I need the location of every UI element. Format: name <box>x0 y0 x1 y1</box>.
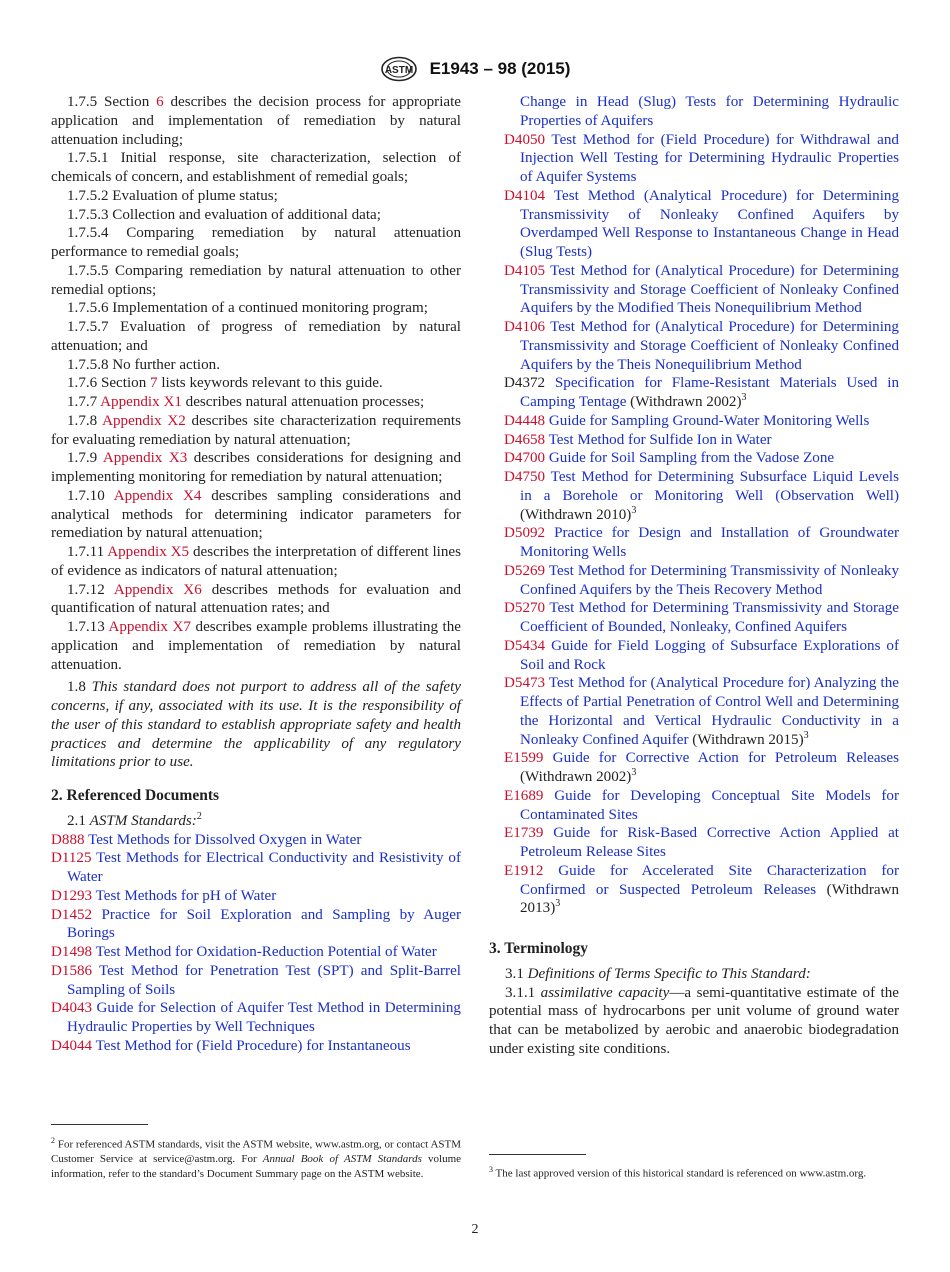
reference-code-link[interactable]: D4105 <box>504 262 546 279</box>
withdrawn-note: (Withdrawn 2002) <box>520 769 632 785</box>
reference-code-link[interactable]: D4658 <box>504 431 546 448</box>
reference-code-link[interactable]: D1498 <box>51 944 93 960</box>
withdrawn-note: (Withdrawn 2015) <box>688 731 804 748</box>
reference-d4105 <box>489 262 899 318</box>
reference-d4043 <box>51 999 461 1037</box>
reference-code-link[interactable]: D5269 <box>504 562 546 579</box>
para-1-7-8: 1.7.8 Appendix X2 describes site characterization requirements for evaluating remediation by natural attenuation; <box>51 412 462 448</box>
reference-code-link[interactable]: D4106 <box>504 319 546 335</box>
reference-code-link[interactable]: D1125 <box>51 850 92 867</box>
reference-d4044 <box>51 1037 461 1056</box>
reference-code-link[interactable]: D1586 <box>51 962 93 979</box>
reference-code-link[interactable]: D4372 <box>504 375 546 392</box>
reference-d5269 <box>489 562 899 600</box>
reference-title-link[interactable]: Test Method for (Field Procedure) for Instantaneous <box>95 1037 411 1054</box>
para-1-7-5-2: 1.7.5.2 Evaluation of plume status; <box>67 187 278 204</box>
para-1-7-5-7: 1.7.5.7 Evaluation of progress of remediation by natural attenuation; and <box>51 319 461 354</box>
footnote-rule-left <box>51 1124 148 1125</box>
para-3-1: 3.1 Definitions of Terms Specific to This Standard: <box>505 965 811 982</box>
reference-code-link[interactable]: E1599 <box>504 750 544 767</box>
reference-title-link[interactable]: Test Method for (Analytical Procedure for) Analyzing the Effects of Partial Penetration of Control Well and Determining the Horizontal and Vertical Hydraulic Conductivity in a Nonleaky Confined Aquifer <box>520 675 899 748</box>
para-1-7-10: 1.7.10 Appendix X4 describes sampling considerations and analytical methods for determining indicator parameters for remediation by natural attenuation; <box>51 487 462 542</box>
withdrawn-note: (Withdrawn 2002) <box>626 394 742 410</box>
reference-code-link[interactable]: D5270 <box>504 600 546 617</box>
page-header <box>0 56 950 82</box>
right-column <box>489 93 899 1059</box>
reference-title-link[interactable]: Test Method for (Field Procedure) for Withdrawal and Injection Well Testing for Determining Hydraulic Properties of Aquifer Systems <box>520 131 899 185</box>
reference-title-link[interactable]: Test Methods for Dissolved Oxygen in Water <box>88 831 362 848</box>
reference-d4106 <box>489 318 899 374</box>
footnote-marker: 3 <box>803 729 809 741</box>
reference-code-link[interactable]: E1739 <box>504 825 544 842</box>
footnote-marker: 3 <box>631 766 637 778</box>
reference-code-link[interactable]: D888 <box>51 831 85 848</box>
para-3-1-1: 3.1.1 assimilative capacity—a semi-quantitative estimate of the potential mass of hydrocarbons per unit volume of ground water that can be metabolized by aerobic and anaerobic biodegradation under existing site conditions. <box>489 984 899 1057</box>
page-number: 2 <box>471 1222 479 1237</box>
reference-e1739 <box>489 824 899 862</box>
reference-title-link[interactable]: Practice for Design and Installation of Groundwater Monitoring Wells <box>520 525 900 560</box>
reference-title-link[interactable]: Test Method for (Analytical Procedure) for Determining Transmissivity and Storage Coefficient of Nonleaky Confined Aquifers by the Modified Theis Nonequilibrium Method <box>520 262 899 317</box>
reference-d1125 <box>51 849 461 887</box>
reference-d4658 <box>489 431 899 450</box>
reference-title-link[interactable]: Test Method for Oxidation-Reduction Potential of Water <box>95 944 437 960</box>
para-1-7-5-5: 1.7.5.5 Comparing remediation by natural attenuation to other remedial options; <box>51 262 461 298</box>
reference-code-link[interactable]: D5434 <box>504 637 546 654</box>
reference-d5434 <box>489 637 899 675</box>
appendix-x2-link[interactable]: Appendix X2 <box>102 412 186 429</box>
reference-d5092 <box>489 524 899 562</box>
reference-title-link[interactable]: Guide for Selection of Aquifer Test Method in Determining Hydraulic Properties by Well Techniques <box>67 1000 461 1035</box>
reference-title-link[interactable]: Test Methods for Electrical Conductivity and Resistivity of Water <box>67 850 461 885</box>
para-1-7-5-8: 1.7.5.8 No further action. <box>67 356 220 373</box>
reference-title-link[interactable]: Guide for Risk-Based Corrective Action Applied at Petroleum Release Sites <box>520 825 899 860</box>
para-1-7-7: 1.7.7 Appendix X1 describes natural attenuation processes; <box>67 394 425 410</box>
reference-code-link[interactable]: E1689 <box>504 787 544 804</box>
para-1-7-11: 1.7.11 Appendix X5 describes the interpretation of different lines of evidence as indicators of natural attenuation; <box>51 544 461 579</box>
reference-title-link[interactable]: Test Method for Penetration Test (SPT) and Split-Barrel Sampling of Soils <box>67 962 461 998</box>
footnote-marker: 3 <box>631 504 637 516</box>
para-1-7-5: 1.7.5 Section 6 describes the decision process for appropriate application and implementation of remediation by natural attenuation including; <box>51 94 461 148</box>
reference-title-link[interactable]: Test Methods for pH of Water <box>95 887 277 904</box>
reference-d4448 <box>489 412 899 431</box>
reference-code-link[interactable]: D4044 <box>51 1037 93 1054</box>
reference-title-link[interactable]: Guide for Soil Sampling from the Vadose Zone <box>548 450 835 467</box>
reference-title-link[interactable]: Specification for Flame-Resistant Materials Used in Camping Tentage <box>520 375 899 410</box>
reference-d1586 <box>51 962 461 1000</box>
appendix-x6-link[interactable]: Appendix X6 <box>113 581 202 598</box>
svg-text:ASTM: ASTM <box>384 65 413 76</box>
reference-title-link[interactable]: Guide for Accelerated Site Characterization for Confirmed or Suspected Petroleum Releases <box>520 862 899 898</box>
ref-d4044-continued: Change in Head (Slug) Tests for Determining Hydraulic Properties of Aquifers <box>520 94 899 129</box>
reference-d4750 <box>489 468 899 524</box>
reference-d4372 <box>489 374 899 412</box>
reference-title-link[interactable]: Test Method for Determining Transmissivity and Storage Coefficient of Bounded, Nonleaky, Confined Aquifers <box>520 600 899 635</box>
document-designation: E1943 – 98 (2015) <box>429 59 571 78</box>
reference-code-link[interactable]: D4448 <box>504 412 546 429</box>
astm-logo-icon <box>380 56 418 82</box>
footnote-2: $^2$ For referenced ASTM standards, visit the ASTM website, www.astm.org, or contact ASTM Customer Service at service@astm.org. For Annual Book of ASTM Standards volume information, refer to the standard’s Document Summary page on the ASTM website. <box>51 1136 462 1180</box>
footnote-marker: 3 <box>741 391 747 403</box>
reference-d5270 <box>489 599 899 637</box>
appendix-x4-link[interactable]: Appendix X4 <box>113 487 202 504</box>
para-2-1: 2.1 ASTM Standards:$^2$ <box>67 810 202 829</box>
reference-code-link[interactable]: D4050 <box>504 131 546 148</box>
reference-e1599 <box>489 749 899 787</box>
withdrawn-note: (Withdrawn 2013) <box>520 881 899 917</box>
reference-title-link[interactable]: Guide for Field Logging of Subsurface Explorations of Soil and Rock <box>520 637 900 673</box>
reference-title-link[interactable]: Guide for Corrective Action for Petroleum Releases <box>552 750 899 767</box>
para-1-7-9: 1.7.9 Appendix X3 describes considerations for designing and implementing monitoring for remediation by natural attenuation; <box>51 450 461 485</box>
section-2-heading: 2. Referenced Documents <box>51 787 220 804</box>
left-column <box>51 93 461 1056</box>
reference-code-link[interactable]: D4104 <box>504 187 546 204</box>
para-1-7-5-3: 1.7.5.3 Collection and evaluation of additional data; <box>67 206 381 223</box>
reference-code-link[interactable]: D1293 <box>51 887 93 904</box>
reference-code-link[interactable]: E1912 <box>504 862 544 879</box>
appendix-x3-link[interactable]: Appendix X3 <box>102 450 188 467</box>
appendix-x5-link[interactable]: Appendix X5 <box>107 544 190 560</box>
footnote-rule-right <box>489 1154 586 1155</box>
para-1-7-6: 1.7.6 Section 7 lists keywords relevant to this guide. <box>67 375 383 392</box>
reference-code-link[interactable]: D1452 <box>51 906 93 923</box>
para-1-7-13: 1.7.13 Appendix X7 describes example problems illustrating the application and implementation of remediation by natural attenuation. <box>51 619 462 673</box>
para-1-7-5-4: 1.7.5.4 Comparing remediation by natural attenuation performance to remedial goals; <box>51 225 461 260</box>
para-1-7-5-1: 1.7.5.1 Initial response, site characterization, selection of chemicals of concern, and establishment of remedial goals; <box>51 150 461 185</box>
reference-code-link[interactable]: D4700 <box>504 450 546 467</box>
footnote-3: $^3$ The last approved version of this historical standard is referenced on www.astm.org. <box>489 1165 867 1180</box>
reference-d5473 <box>489 674 899 749</box>
withdrawn-note: (Withdrawn 2010) <box>520 506 632 523</box>
para-1-8: 1.8 This standard does not purport to address all of the safety concerns, if any, associated with its use. It is the responsibility of the user of this standard to establish appropriate safety and health practices and determine the applicability of any regulatory limitations prior to use. <box>51 679 462 771</box>
appendix-x7-link[interactable]: Appendix X7 <box>108 619 191 635</box>
section-7-link[interactable]: 7 <box>150 375 158 392</box>
reference-d4104 <box>489 187 899 262</box>
appendix-x1-link[interactable]: Appendix X1 <box>100 394 182 410</box>
reference-d1498 <box>51 943 461 962</box>
reference-d4700 <box>489 449 899 468</box>
reference-code-link[interactable]: D4750 <box>504 469 546 485</box>
section-3-heading: 3. Terminology <box>489 940 589 957</box>
reference-code-link[interactable]: D4043 <box>51 1000 93 1017</box>
reference-d1293 <box>51 887 461 906</box>
section-6-link[interactable]: 6 <box>156 94 164 110</box>
reference-e1689 <box>489 787 899 825</box>
reference-e1912 <box>489 862 899 918</box>
left-reference-list <box>51 831 461 1056</box>
reference-title-link[interactable]: Test Method for Sulfide Ion in Water <box>548 431 772 448</box>
reference-d888 <box>51 831 461 850</box>
reference-d4050 <box>489 131 899 187</box>
reference-code-link[interactable]: D5092 <box>504 525 546 542</box>
reference-title-link[interactable]: Test Method for (Analytical Procedure) for Determining Transmissivity and Storage Coefficient of Nonleaky Confined Aquifers by the Theis Nonequilibrium Method <box>520 319 899 373</box>
para-1-7-5-6: 1.7.5.6 Implementation of a continued monitoring program; <box>67 300 428 317</box>
reference-title-link[interactable]: Practice for Soil Exploration and Sampling by Auger Borings <box>67 906 461 942</box>
reference-title-link[interactable]: Guide for Developing Conceptual Site Models for Contaminated Sites <box>520 787 899 823</box>
right-reference-list <box>489 131 899 919</box>
reference-title-link[interactable]: Test Method for Determining Subsurface Liquid Levels in a Borehole or Monitoring Well (Observation Well) <box>520 469 899 504</box>
para-1-7-12: 1.7.12 Appendix X6 describes methods for evaluation and quantification of natural attenuation rates; and <box>51 581 462 617</box>
reference-title-link[interactable]: Test Method (Analytical Procedure) for Determining Transmissivity of Nonleaky Confined Aquifers by Overdamped Well Response to Instantaneous Change in Head (Slug Tests) <box>520 187 899 260</box>
reference-title-link[interactable]: Test Method for Determining Transmissivity of Nonleaky Confined Aquifers by the Theis Recovery Method <box>520 562 899 598</box>
reference-code-link[interactable]: D5473 <box>504 675 546 692</box>
footnote-marker: 3 <box>555 898 561 910</box>
reference-title-link[interactable]: Guide for Sampling Ground-Water Monitoring Wells <box>548 412 870 429</box>
reference-d1452 <box>51 906 461 944</box>
